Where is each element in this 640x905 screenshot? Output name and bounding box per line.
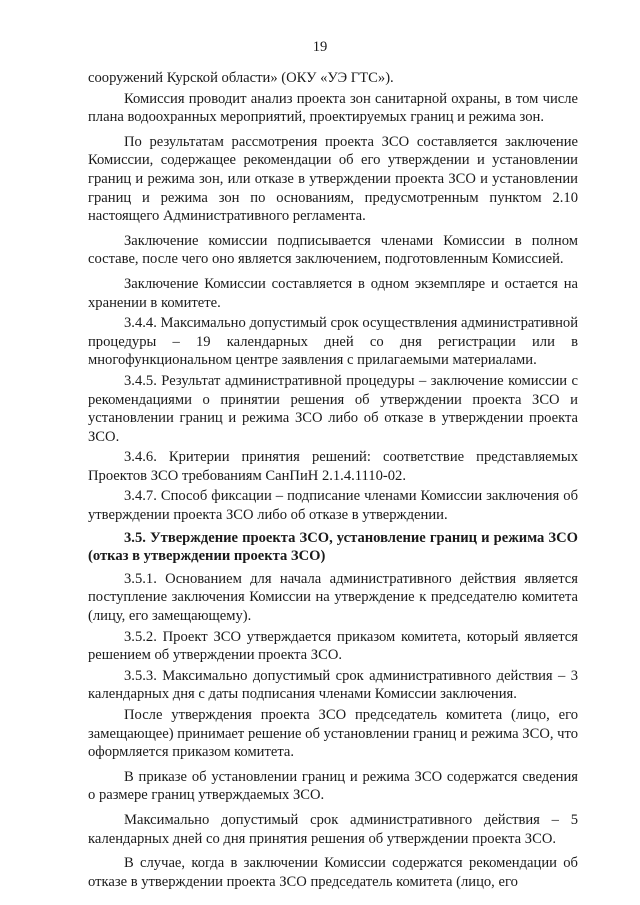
paragraph: Комиссия проводит анализ проекта зон санитарной охраны, в том числе плана водоохранных мероприятий, проектируемых границ и режима зон. <box>88 90 578 126</box>
paragraph: В приказе об установлении границ и режима ЗСО содержатся сведения о размере границ утверждаемых ЗСО. <box>88 768 578 804</box>
paragraph: Заключение Комиссии составляется в одном экземпляре и остается на хранении в комитете. <box>88 275 578 311</box>
clause-3-5-3: 3.5.3. Максимально допустимый срок административного действия – 3 календарных дня с даты подписания членами Комиссии заключения. <box>88 667 578 703</box>
paragraph: После утверждения проекта ЗСО председатель комитета (лицо, его замещающее) принимает решение об установлении границ и режима ЗСО, что оформляется приказом комитета. <box>88 707 578 761</box>
clause-3-4-5: 3.4.5. Результат административной процедуры – заключение комиссии с рекомендациями о принятии решения об утверждении проекта ЗСО и установлении границ и режима ЗСО либо об отказе в утверждении проекта ЗСО. <box>88 372 578 445</box>
clause-3-5-1: 3.5.1. Основанием для начала административного действия является поступление заключения Комиссии на утверждение к председателю комитета (лицу, его замещающему). <box>88 570 578 625</box>
clause-3-4-6: 3.4.6. Критерии принятия решений: соответствие представляемых Проектов ЗСО требованиям СанПиН 2.1.4.1110-02. <box>88 449 578 484</box>
section-heading-3-5: 3.5. Утверждение проекта ЗСО, установление границ и режима ЗСО (отказ в утверждении проекта ЗСО) <box>88 529 578 565</box>
paragraph-continuation: сооружений Курской области» (ОКУ «УЭ ГТС»). <box>88 70 394 86</box>
page-number: 19 <box>312 39 328 55</box>
clause-3-4-4: 3.4.4. Максимально допустимый срок осуществления административной процедуры – 19 календарных дней со дня регистрации или в многофункциональном центре заявления с прилагаемыми материалами. <box>88 315 578 369</box>
clause-3-5-2: 3.5.2. Проект ЗСО утверждается приказом комитета, который является решением об утверждении проекта ЗСО. <box>88 628 578 664</box>
clause-3-4-7: 3.4.7. Способ фиксации – подписание членами Комиссии заключения об утверждении проекта ЗСО либо об отказе в утверждении. <box>88 488 578 524</box>
document-body <box>88 69 578 897</box>
paragraph: По результатам рассмотрения проекта ЗСО составляется заключение Комиссии, содержащее рекомендации об его утверждении и установлении границ и режима зон, или отказе в утверждении проекта ЗСО и установлении границ и режима зон по основаниям, предусмотренным пунктом 2.10 настоящего Административного регламента. <box>88 133 578 225</box>
paragraph: Максимально допустимый срок административного действия – 5 календарных дней со дня принятия решения об утверждении проекта ЗСО. <box>88 811 578 847</box>
paragraph: Заключение комиссии подписывается членами Комиссии в полном составе, после чего оно является заключением, подготовленным Комиссией. <box>88 232 578 268</box>
paragraph: В случае, когда в заключении Комиссии содержатся рекомендации об отказе в утверждении проекта ЗСО председатель комитета (лицо, его <box>88 855 578 890</box>
